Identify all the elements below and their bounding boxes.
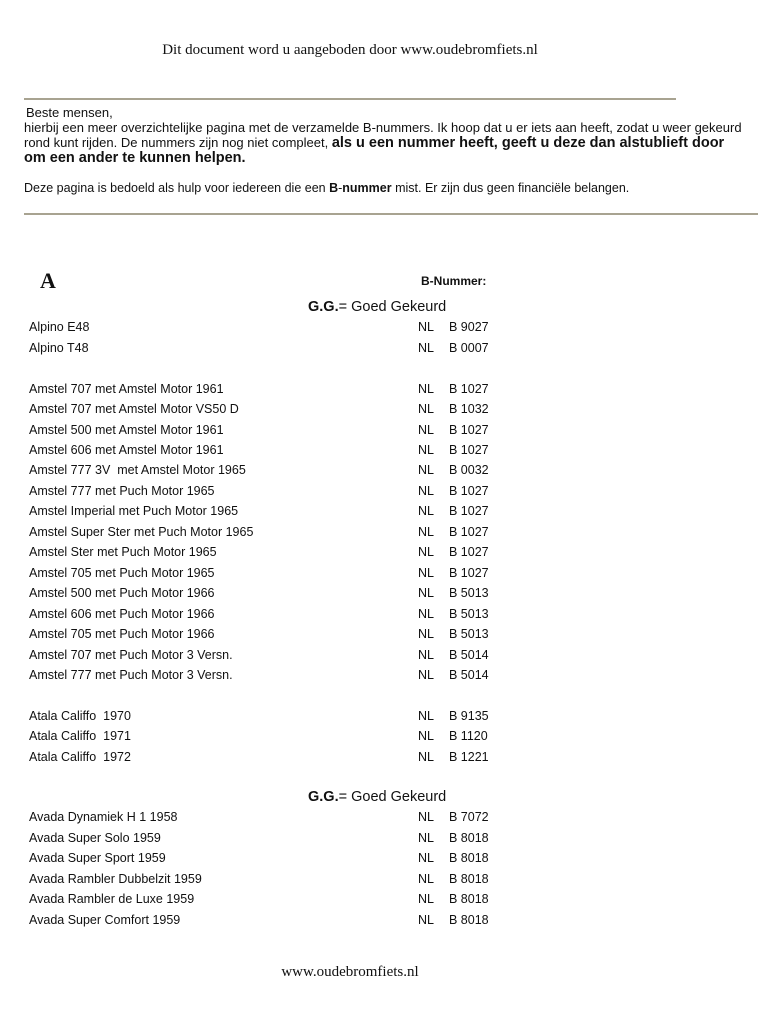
model-name: Amstel 777 met Puch Motor 1965 bbox=[29, 484, 215, 498]
model-name: Avada Rambler de Luxe 1959 bbox=[29, 892, 195, 906]
list-item bbox=[0, 586, 768, 606]
header-divider bbox=[24, 98, 676, 100]
model-name: Avada Super Solo 1959 bbox=[29, 831, 161, 845]
model-name: Avada Super Comfort 1959 bbox=[29, 913, 181, 927]
list-item bbox=[0, 750, 768, 770]
b-nummer-value: B 1221 bbox=[449, 750, 489, 764]
list-item bbox=[0, 402, 768, 422]
b-nummer-value: B 1032 bbox=[449, 402, 489, 416]
model-name: Avada Dynamiek H 1 1958 bbox=[29, 810, 178, 824]
country-code: NL bbox=[418, 831, 434, 845]
model-name: Atala Califfo 1972 bbox=[29, 750, 131, 764]
note-bold-b: B bbox=[329, 181, 339, 195]
country-code: NL bbox=[418, 586, 434, 600]
country-code: NL bbox=[418, 443, 434, 457]
list-item bbox=[0, 851, 768, 871]
country-code: NL bbox=[418, 341, 434, 355]
page-footer-text: www.oudebromfiets.nl bbox=[281, 964, 419, 980]
model-name: Amstel Imperial met Puch Motor 1965 bbox=[29, 504, 239, 518]
b-nummer-column-header: B-Nummer: bbox=[421, 274, 487, 288]
country-code: NL bbox=[418, 627, 434, 641]
country-code: NL bbox=[418, 668, 434, 682]
gg-abbreviation: G.G. bbox=[308, 299, 339, 315]
list-item bbox=[0, 423, 768, 443]
country-code: NL bbox=[418, 423, 434, 437]
list-item bbox=[0, 627, 768, 647]
list-item bbox=[0, 913, 768, 933]
country-code: NL bbox=[418, 729, 434, 743]
list-item bbox=[0, 831, 768, 851]
intro-line-2-text: rond kunt rijden. De nummers zijn nog niet compleet, bbox=[24, 135, 332, 150]
country-code: NL bbox=[418, 402, 434, 416]
model-name: Amstel 500 met Amstel Motor 1961 bbox=[29, 423, 224, 437]
model-name: Amstel 606 met Amstel Motor 1961 bbox=[29, 443, 224, 457]
note-dash: - bbox=[338, 181, 343, 195]
country-code: NL bbox=[418, 484, 434, 498]
list-item bbox=[0, 668, 768, 688]
gg-text: = Goed Gekeurd bbox=[338, 789, 447, 805]
section-letter: A bbox=[40, 268, 56, 293]
intro-line-3: om een ander te kunnen helpen. bbox=[24, 150, 246, 166]
country-code: NL bbox=[418, 913, 434, 927]
list-item bbox=[0, 382, 768, 402]
list-item bbox=[0, 341, 768, 361]
b-nummer-value: B 1027 bbox=[449, 566, 489, 580]
b-nummer-value: B 7072 bbox=[449, 810, 489, 824]
country-code: NL bbox=[418, 463, 434, 477]
list-item bbox=[0, 648, 768, 668]
page-header-text: Dit document word u aangeboden door www.oudebromfiets.nl bbox=[162, 42, 538, 58]
model-name: Amstel Ster met Puch Motor 1965 bbox=[29, 545, 217, 559]
country-code: NL bbox=[418, 648, 434, 662]
b-nummer-value: B 8018 bbox=[449, 872, 489, 886]
gg-legend bbox=[308, 789, 446, 805]
b-nummer-value: B 5013 bbox=[449, 607, 489, 621]
model-name: Amstel 705 met Puch Motor 1965 bbox=[29, 566, 215, 580]
country-code: NL bbox=[418, 607, 434, 621]
model-name: Amstel Super Ster met Puch Motor 1965 bbox=[29, 525, 254, 539]
b-nummer-value: B 0007 bbox=[449, 341, 489, 355]
country-code: NL bbox=[418, 851, 434, 865]
model-name: Amstel 500 met Puch Motor 1966 bbox=[29, 586, 215, 600]
list-item bbox=[0, 810, 768, 830]
country-code: NL bbox=[418, 872, 434, 886]
gg-abbreviation: G.G. bbox=[308, 789, 339, 805]
list-item bbox=[0, 729, 768, 749]
model-name: Amstel 705 met Puch Motor 1966 bbox=[29, 627, 215, 641]
country-code: NL bbox=[418, 810, 434, 824]
b-nummer-value: B 5014 bbox=[449, 648, 489, 662]
note-after: mist. Er zijn dus geen financiële belangen. bbox=[391, 181, 630, 195]
country-code: NL bbox=[418, 709, 434, 723]
b-nummer-value: B 8018 bbox=[449, 831, 489, 845]
model-name: Avada Rambler Dubbelzit 1959 bbox=[29, 872, 202, 886]
country-code: NL bbox=[418, 525, 434, 539]
country-code: NL bbox=[418, 566, 434, 580]
list-item bbox=[0, 463, 768, 483]
model-name: Atala Califfo 1970 bbox=[29, 709, 131, 723]
list-item bbox=[0, 484, 768, 504]
b-nummer-value: B 8018 bbox=[449, 913, 489, 927]
country-code: NL bbox=[418, 320, 434, 334]
gg-legend bbox=[308, 299, 446, 315]
b-nummer-value: B 9027 bbox=[449, 320, 489, 334]
b-nummer-value: B 1027 bbox=[449, 484, 489, 498]
list-item bbox=[0, 525, 768, 545]
disclaimer-note bbox=[24, 181, 629, 195]
b-nummer-value: B 5014 bbox=[449, 668, 489, 682]
list-item bbox=[0, 545, 768, 565]
model-name: Alpino E48 bbox=[29, 320, 90, 334]
list-item bbox=[0, 566, 768, 586]
list-item bbox=[0, 607, 768, 627]
gg-text: = Goed Gekeurd bbox=[338, 299, 447, 315]
model-name: Amstel 777 met Puch Motor 3 Versn. bbox=[29, 668, 233, 682]
model-name: Amstel 606 met Puch Motor 1966 bbox=[29, 607, 215, 621]
b-nummer-value: B 8018 bbox=[449, 892, 489, 906]
list-item bbox=[0, 892, 768, 912]
b-nummer-value: B 0032 bbox=[449, 463, 489, 477]
model-name: Amstel 707 met Puch Motor 3 Versn. bbox=[29, 648, 233, 662]
country-code: NL bbox=[418, 545, 434, 559]
b-nummer-value: B 9135 bbox=[449, 709, 489, 723]
model-name: Atala Califfo 1971 bbox=[29, 729, 131, 743]
intro-greeting: Beste mensen, bbox=[26, 105, 113, 120]
intro-line-2-bold: als u een nummer heeft, geeft u deze dan alstublieft door bbox=[331, 135, 725, 151]
b-nummer-value: B 1027 bbox=[449, 382, 489, 396]
b-nummer-value: B 5013 bbox=[449, 627, 489, 641]
b-nummer-value: B 1027 bbox=[449, 525, 489, 539]
model-name: Avada Super Sport 1959 bbox=[29, 851, 166, 865]
model-name: Amstel 707 met Amstel Motor VS50 D bbox=[29, 402, 239, 416]
b-nummer-value: B 1027 bbox=[449, 545, 489, 559]
intro-line-1: hierbij een meer overzichtelijke pagina met de verzamelde B-nummers. Ik hoop dat u er iets aan heeft, zodat u weer gekeurd bbox=[24, 120, 742, 135]
list-item bbox=[0, 872, 768, 892]
b-nummer-value: B 1027 bbox=[449, 443, 489, 457]
country-code: NL bbox=[418, 382, 434, 396]
list-item bbox=[0, 443, 768, 463]
intro-line-2 bbox=[24, 135, 749, 151]
model-name: Alpino T48 bbox=[29, 341, 89, 355]
b-nummer-value: B 1027 bbox=[449, 504, 489, 518]
country-code: NL bbox=[418, 892, 434, 906]
model-name: Amstel 777 3V met Amstel Motor 1965 bbox=[29, 463, 246, 477]
list-item bbox=[0, 320, 768, 340]
b-nummer-value: B 1027 bbox=[449, 423, 489, 437]
b-nummer-value: B 5013 bbox=[449, 586, 489, 600]
list-item bbox=[0, 709, 768, 729]
list-item bbox=[0, 504, 768, 524]
model-name: Amstel 707 met Amstel Motor 1961 bbox=[29, 382, 224, 396]
intro-paragraph bbox=[24, 105, 749, 166]
note-bold-nummer: nummer bbox=[342, 181, 392, 195]
section-divider bbox=[24, 213, 758, 215]
country-code: NL bbox=[418, 750, 434, 764]
note-before: Deze pagina is bedoeld als hulp voor iedereen die een bbox=[24, 181, 330, 195]
country-code: NL bbox=[418, 504, 434, 518]
b-nummer-value: B 1120 bbox=[449, 729, 488, 743]
b-nummer-value: B 8018 bbox=[449, 851, 489, 865]
